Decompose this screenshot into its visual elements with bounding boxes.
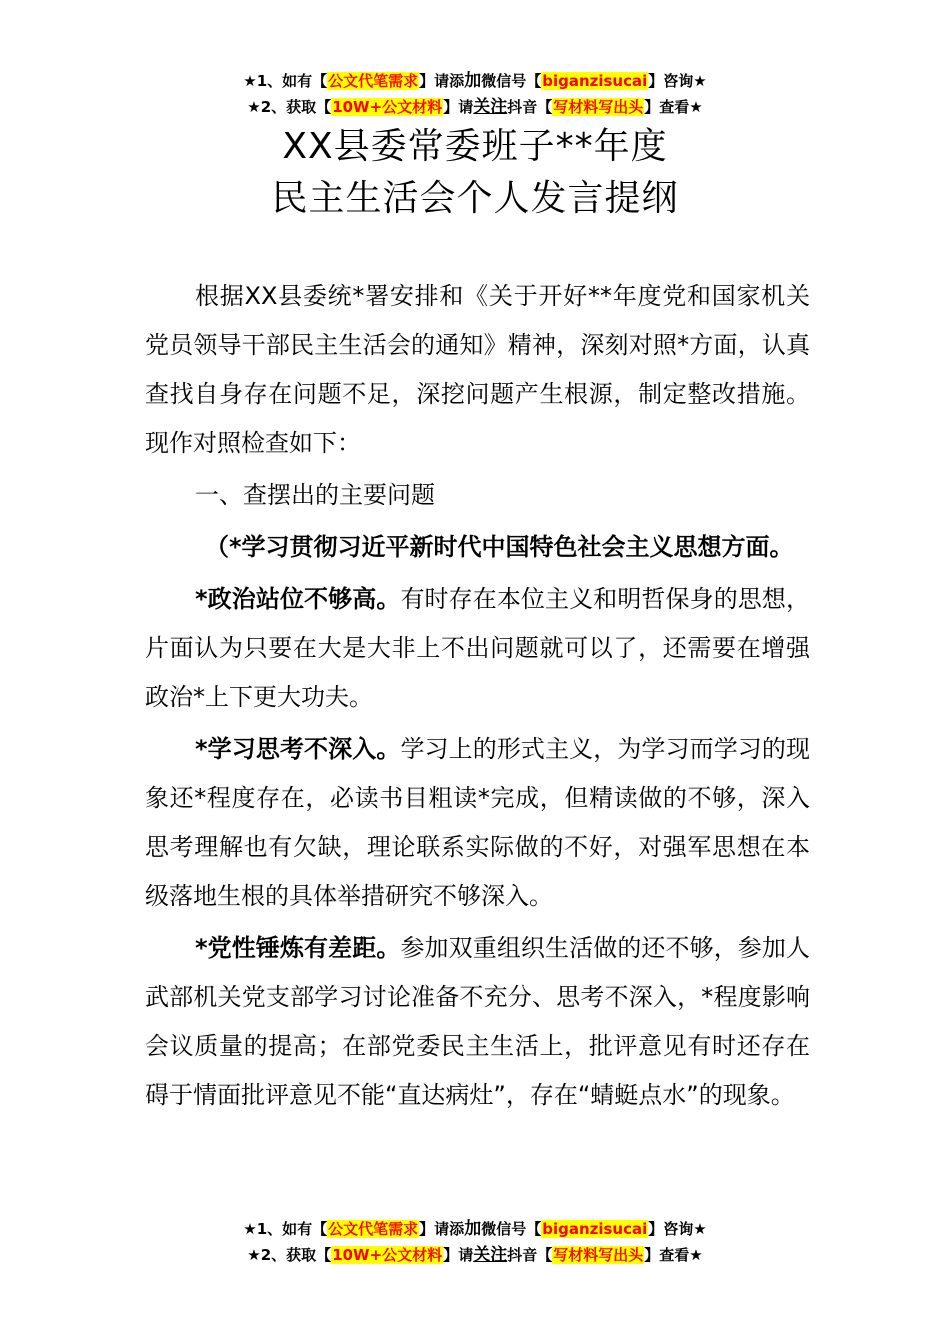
item-paragraph — [145, 725, 810, 921]
promo-line-2: ★2、获取【10W+公文材料】请关注抖音【写材料写出头】查看★ — [247, 1245, 703, 1265]
item-paragraph — [145, 924, 810, 1120]
document-title-line-1: XX县委常委班子**年度 — [282, 126, 668, 167]
promo-line-1: ★1、如有【公文代笔需求】请添加微信号【biganzisucai】咨询★ — [243, 71, 707, 91]
promo-banner-bottom — [0, 1216, 950, 1268]
promo-highlight: 10W+公文材料 — [332, 1246, 443, 1264]
promo-banner-top — [0, 68, 950, 120]
intro-paragraph: 根据XX县委统*署安排和《关于开好**年度党和国家机关党员领导干部民主生活会的通知》精神，深刻对照*方面，认真查找自身存在问题不足，深挖问题产生根源，制定整改措施。现作对照检查如下： — [145, 282, 810, 457]
document-title-line-2: 民主生活会个人发言提纲 — [271, 178, 679, 219]
promo-line-2: ★2、获取【10W+公文材料】请关注抖音【写材料写出头】查看★ — [247, 97, 703, 117]
promo-highlight: 公文代笔需求 — [328, 72, 419, 90]
promo-highlight: 公文代笔需求 — [328, 1220, 419, 1238]
item-text: 参加双重组织生活做的还不够，参加人武部机关党支部学习讨论准备不充分、思考不深入，*程度影响会议质量的提高；在部党委民主生活上，批评意见有时还存在碍于情面批评意见不能“直达病灶”，存在“蜻蜓点水”的现象。 — [145, 934, 810, 1109]
item-text: 有时存在本位主义和明哲保身的思想，片面认为只要在大是大非上不出问题就可以了，还需要在增强政治*上下更大功夫。 — [145, 585, 810, 711]
item-lead: *政治站位不够高。 — [195, 585, 401, 613]
promo-highlight: 10W+公文材料 — [332, 98, 443, 116]
item-paragraph — [145, 575, 810, 722]
item-text: 学习上的形式主义，为学习而学习的现象还*程度存在，必读书目粗读*完成，但精读做的不够，深入思考理解也有欠缺，理论联系实际做的不好，对强军思想在本级落地生根的具体举措研究不够深入。 — [145, 735, 810, 910]
promo-line-1: ★1、如有【公文代笔需求】请添加微信号【biganzisucai】咨询★ — [243, 1219, 707, 1239]
wechat-id: biganzisucai — [542, 72, 648, 90]
wechat-id: biganzisucai — [542, 1220, 648, 1238]
douyin-account: 写材料写出头 — [553, 98, 644, 116]
section-heading: 一、查摆出的主要问题 — [195, 481, 435, 509]
item-lead: *党性锤炼有差距。 — [195, 934, 401, 962]
douyin-account: 写材料写出头 — [553, 1246, 644, 1264]
item-lead: *学习思考不深入。 — [195, 735, 401, 763]
document-body — [145, 272, 810, 1120]
subsection-heading: （*学习贯彻习近平新时代中国特色社会主义思想方面。 — [205, 533, 794, 561]
